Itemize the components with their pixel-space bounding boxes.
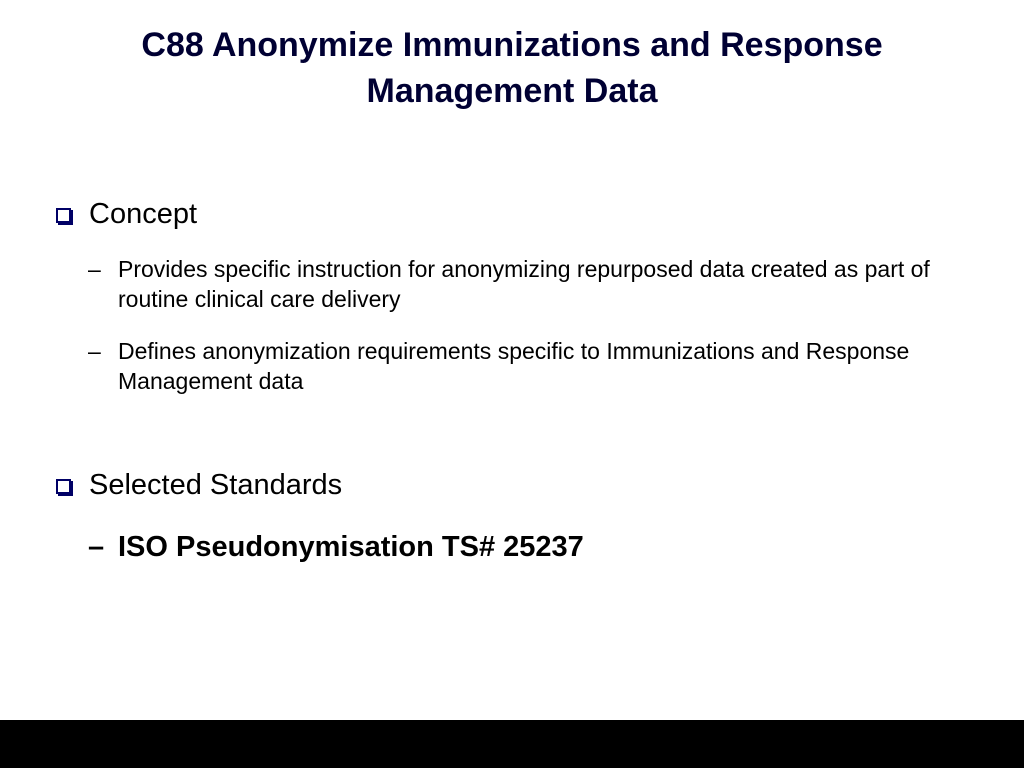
section-heading-label: Concept xyxy=(89,198,198,230)
list-item-text: Defines anonymization requirements specific to Immunizations and Response Management data xyxy=(118,338,910,394)
dash-bullet: – xyxy=(88,256,101,282)
list-item-text: ISO Pseudonymisation TS# 25237 xyxy=(118,531,584,563)
list-item xyxy=(88,530,948,564)
section-heading-label: Selected Standards xyxy=(89,469,343,501)
dash-bullet: – xyxy=(88,531,105,563)
title-line-1: C88 Anonymize Immunizations and Response xyxy=(141,26,883,64)
checkbox-bullet-icon xyxy=(56,479,71,494)
dash-bullet: – xyxy=(88,338,101,364)
checkbox-bullet-icon xyxy=(56,208,71,223)
list-item xyxy=(88,336,948,396)
section-heading-concept xyxy=(56,197,197,231)
section-heading-selected-standards xyxy=(56,468,342,502)
title-line-2: Management Data xyxy=(366,72,658,110)
list-item xyxy=(88,254,948,314)
list-item-text: Provides specific instruction for anonymizing repurposed data created as part of routine clinical care delivery xyxy=(118,256,930,312)
slide-title xyxy=(40,22,984,114)
footer-bar xyxy=(0,720,1024,768)
